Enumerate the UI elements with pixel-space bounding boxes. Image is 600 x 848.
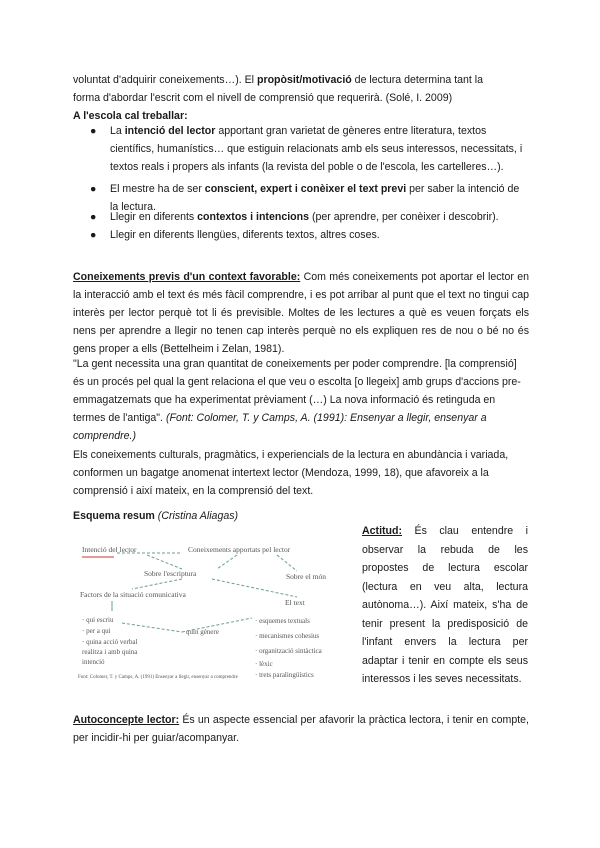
bullet-text: La [110,125,125,137]
diagram-coneixements: Coneixements apportats pel lector [188,545,291,554]
bullet-bold: contextos i intencions [197,211,309,223]
diagram-right-item: · esquemes textuals [255,617,310,625]
diagram-right-item: · trets paralingüístics [255,671,314,679]
list-item [90,122,530,182]
bullet-bold: intenció del lector [124,125,216,137]
diagram-connector [277,555,297,571]
prior-knowledge-quote [73,355,529,445]
bullet-icon: ● [90,125,97,137]
bullet-text: apportant gran varietat de gèneres entre literatura, textos científics, humanístics… que estiguin relacionats amb els seus interessos, necessitats, i textos reals i propers als infants (la revista del poble o de l'escola, les cartelleres…). [110,125,523,173]
self-concept-body: És un aspecte essencial per afavorir la pràctica lectora, i tenir en compte, per incidir-hi per guiar/acompanyar. [73,714,529,744]
diagram-right-item: · lèxic [255,660,273,668]
diagram-factors: Factors de la situació comunicativa [80,590,186,599]
quote-text: "La gent necessita una gran quantitat de coneixements per poder comprendre. [la comprensió] és un procés pel qual la gent relaciona el que veu o escolta [o llegeix] amb grups d'accions pre-emmagatzemats que ha experimentat prèviament (…) La nova informació és retinguda en termes de l'antiga". [73,358,521,424]
diagram-left-item: intenció [82,658,105,666]
self-concept-paragraph [73,711,529,747]
scheme-diagram [72,535,352,695]
prior-knowledge-paragraph [73,268,529,358]
intro-line-2 [73,89,529,107]
attitude-paragraph [362,522,528,689]
bullet-icon: ● [90,183,97,195]
bullet-text: per saber la intenció de la lectura. [110,183,520,213]
prior-knowledge-body: Com més coneixements pot aportar el lector en la interacció amb el text és més fàcil comprendre, i es pot arribar al punt que el text no tingui cap interès per lector perquè tot li és previsible. Moltes de les lectures a què es veuen forçats els nens per aprendre a llegir no tenen cap interès perquè no els expliquen res de nou o bé no és gens proper a ells (Bettelheim i Zelan, 1981). [73,271,529,355]
diagram-left-item: · quina acció verbal [82,638,138,646]
quote-source: (Font: Colomer, T. y Camps, A. (1991): Ensenyar a llegir, ensenyar a comprendre.) [73,412,487,442]
diagram-source: Font: Colomer, T. y Camps, A. (1991) Ensenyar a llegir, ensenyar a comprendre [78,675,238,680]
self-concept-title: Autoconcepte lector: [73,714,180,726]
prior-knowledge-closing [73,446,529,500]
bullet-text: El mestre ha de ser [110,183,205,195]
bullet-icon: ● [90,229,97,241]
diagram-sobre-mon: Sobre el món [286,572,326,581]
diagram-connector [132,579,182,589]
school-heading-text: A l'escola cal treballar: [73,110,188,122]
diagram-left-item: · per a qui [82,627,111,635]
diagram-right-item: · mecanismes cohesius [255,632,320,640]
list-item [90,226,530,244]
intro-bold: propòsit/motivació [256,74,352,86]
intro-line-1 [73,71,529,89]
intro-citation: forma d'abordar l'escrit com el nivell de comprensió que requerirà. (Solé, I. 2009) [73,92,453,104]
diagram-quin-genere: quin gènere [186,628,219,636]
bullet-text: (per aprendre, per conèixer i descobrir). [309,211,499,223]
diagram-intencio: Intenció del lector [82,545,137,554]
diagram-el-text: El text [285,598,305,607]
diagram-connector [122,623,182,632]
scheme-title-text: Esquema resum [73,510,155,522]
diagram-left-item: · qui escriu [82,616,114,624]
closing-text: Els coneixements culturals, pragmàtics, i experiencials de la lectura en abundància i variada, conformen un bagatge anomenat intertext lector (Mendoza, 1999, 18), que afavoreix a la comprensió i així mateix, en la comprensió del text. [73,449,509,497]
diagram-connector [147,555,182,569]
scheme-author: (Cristina Aliagas) [157,510,239,522]
diagram-left-item: realitza i amb quina [82,648,138,656]
diagram-sobre-escriptura: Sobre l'escriptura [144,569,197,578]
bullet-text: Llegir en diferents llengües, diferents textos, altres coses. [110,229,380,241]
bullet-icon: ● [90,211,97,223]
diagram-connector [212,579,297,597]
bullet-text: Llegir en diferents [110,211,198,223]
diagram-connector [217,555,237,569]
intro-text: voluntat d'adquirir coneixements…). El [73,74,257,86]
intro-text-end: de lectura determina tant la [351,74,484,86]
bullet-bold: conscient, expert i conèixer el text previ [204,183,407,195]
attitude-title: Actitud: [362,525,403,537]
attitude-body: És clau entendre i observar la rebuda de les propostes de lectura escolar (lectura en veu alta, lectura autònoma…). Així mateix, s'ha de tenir present la predisposició de l'infant envers la lectura per adaptar i tenir en compte els seus interessos i les seves necessitats. [362,525,528,685]
diagram-right-item: · organització sintàctica [255,647,322,655]
list-item [90,208,530,226]
prior-knowledge-title: Coneixements previs d'un context favorable: [73,271,301,283]
